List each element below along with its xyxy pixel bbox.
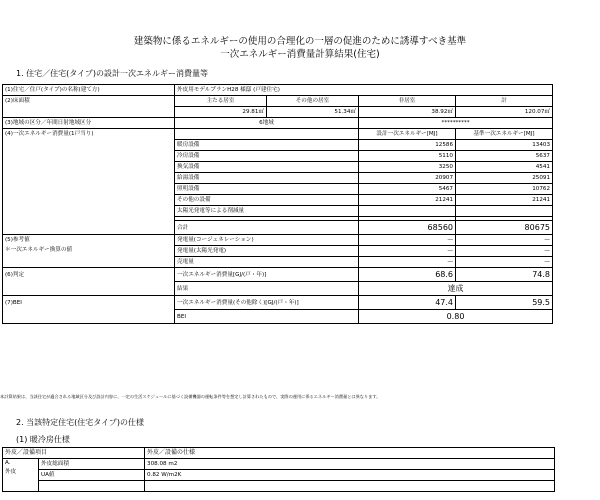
bei-value-label: BEI [175, 310, 359, 324]
energy-label: (4)一次エネルギー消費量(1戸当り) [3, 129, 175, 235]
total-standard-value: 80675 [456, 221, 553, 235]
floor-header: 非居室 [359, 96, 456, 107]
spec-table [2, 447, 555, 492]
reference-standard: — [456, 235, 553, 246]
energy-blank [175, 129, 359, 140]
equipment-name: 冷房設備 [175, 151, 359, 162]
reference-label [3, 235, 175, 268]
spec-item: UA値 [39, 470, 145, 481]
floor-value: 120.07㎡ [456, 107, 553, 118]
table-row [3, 96, 553, 107]
reference-standard: — [456, 257, 553, 268]
bei-item: 一次エネルギー消費量(その他除く)[GJ/(戸・年)] [175, 296, 359, 310]
spec-item-empty [39, 481, 145, 492]
design-value: 3250 [359, 162, 456, 173]
standard-value: 4541 [456, 162, 553, 173]
design-value: 5110 [359, 151, 456, 162]
bei-standard: 59.5 [456, 296, 553, 310]
table-row [3, 85, 553, 96]
standard-energy-header: 基準一次エネルギー[MJ] [456, 129, 553, 140]
result-value: 達成 [359, 282, 553, 296]
document-subtitle: 一次エネルギー消費量計算結果(住宅) [220, 49, 380, 60]
judgement-label: (6)判定 [3, 268, 175, 296]
reference-design: — [359, 257, 456, 268]
spec-value: 308.08 m2 [145, 459, 555, 470]
floor-header: 主たる居室 [175, 96, 267, 107]
section-2-heading: 2. 当該特定住宅(住宅タイプ)の仕様 [16, 418, 145, 427]
envelope-group [3, 459, 39, 492]
envelope-group-letter: A. [5, 460, 11, 466]
equipment-name: 換気設備 [175, 162, 359, 173]
design-value: 12586 [359, 140, 456, 151]
spec-col-value: 外皮／設備の仕様 [145, 448, 555, 459]
document-title: 建築物に係るエネルギーの使用の合理化の一層の促進のために誘導すべき基準 [133, 36, 467, 47]
reference-note: ＊一次エネルギー換算の値 [5, 247, 73, 253]
floor-area-label: (2)床面積 [3, 96, 175, 118]
bei-label: (7)BEI [3, 296, 175, 324]
table-row [3, 459, 555, 470]
subsection-heading: (1) 暖冷房仕様 [16, 435, 70, 444]
equipment-name: 給湯設備 [175, 173, 359, 184]
result-label: 結果 [175, 282, 359, 296]
floor-value: 38.92㎡ [359, 107, 456, 118]
design-value: 20907 [359, 173, 456, 184]
equipment-name: 太陽光発電等による削減量 [175, 206, 359, 217]
floor-header: その他の居室 [267, 96, 359, 107]
footnote: 本計算結果は、当該住宅が適合される地域区分及び設計内容に、一定の生活スケジュールに基づく設備機器の運転条件等を想定し計算されたもので、実際の運用に係るエネルギー消費量とは異なります。 [0, 394, 381, 399]
equipment-name: 照明設備 [175, 184, 359, 195]
equipment-name: その他の設備 [175, 195, 359, 206]
envelope-group-name: 外皮 [5, 469, 17, 475]
name-value: 外皮用モデルプランH28 様邸 (戸建住宅) [175, 85, 553, 96]
standard-value: 13403 [456, 140, 553, 151]
standard-value [456, 206, 553, 217]
floor-value: 29.81㎡ [175, 107, 267, 118]
judgement-standard: 74.8 [456, 268, 553, 282]
bei-value: 0.80 [359, 310, 553, 324]
standard-value: 25091 [456, 173, 553, 184]
design-energy-header: 設計一次エネルギー[MJ] [359, 129, 456, 140]
region-value: 6地域 [175, 118, 359, 129]
total-label: 合計 [175, 221, 359, 235]
spec-col-item: 外皮／設備項目 [3, 448, 145, 459]
reference-item: 発電量(コージェネレーション) [175, 235, 359, 246]
table-row [3, 296, 553, 310]
section-1-heading: 1. 住宅／住宅(タイプ)の設計一次エネルギー消費量等 [16, 69, 209, 78]
table-row [3, 235, 553, 246]
spec-value: 0.82 W/m2K [145, 470, 555, 481]
standard-value: 5637 [456, 151, 553, 162]
judgement-design: 68.6 [359, 268, 456, 282]
design-value: 5467 [359, 184, 456, 195]
reference-title: (5)参考値 [5, 237, 30, 243]
total-design-value: 68560 [359, 221, 456, 235]
bei-design: 47.4 [359, 296, 456, 310]
table-row [3, 470, 555, 481]
judgement-item: 一次エネルギー消費量[GJ/(戸・年)] [175, 268, 359, 282]
equipment-name: 暖房設備 [175, 140, 359, 151]
spec-value-empty [145, 481, 555, 492]
design-value: 21241 [359, 195, 456, 206]
spec-item: 外皮総面積 [39, 459, 145, 470]
reference-design: — [359, 246, 456, 257]
reference-item: 売電量 [175, 257, 359, 268]
design-value [359, 206, 456, 217]
energy-results-table [2, 84, 553, 324]
table-row [3, 481, 555, 492]
reference-standard: — [456, 246, 553, 257]
floor-header: 計 [456, 96, 553, 107]
solar-region-value: ********** [359, 118, 553, 129]
table-row [3, 129, 553, 140]
table-row [3, 448, 555, 459]
name-label: (1)住宅／住戸(タイプ)の名称(建て方) [3, 85, 175, 96]
table-row [3, 268, 553, 282]
region-label: (3)地域の区分／年間日射地域区分 [3, 118, 175, 129]
floor-value: 51.34㎡ [267, 107, 359, 118]
reference-design: — [359, 235, 456, 246]
standard-value: 21241 [456, 195, 553, 206]
reference-item: 発電量(太陽光発電) [175, 246, 359, 257]
table-row [3, 118, 553, 129]
standard-value: 10762 [456, 184, 553, 195]
